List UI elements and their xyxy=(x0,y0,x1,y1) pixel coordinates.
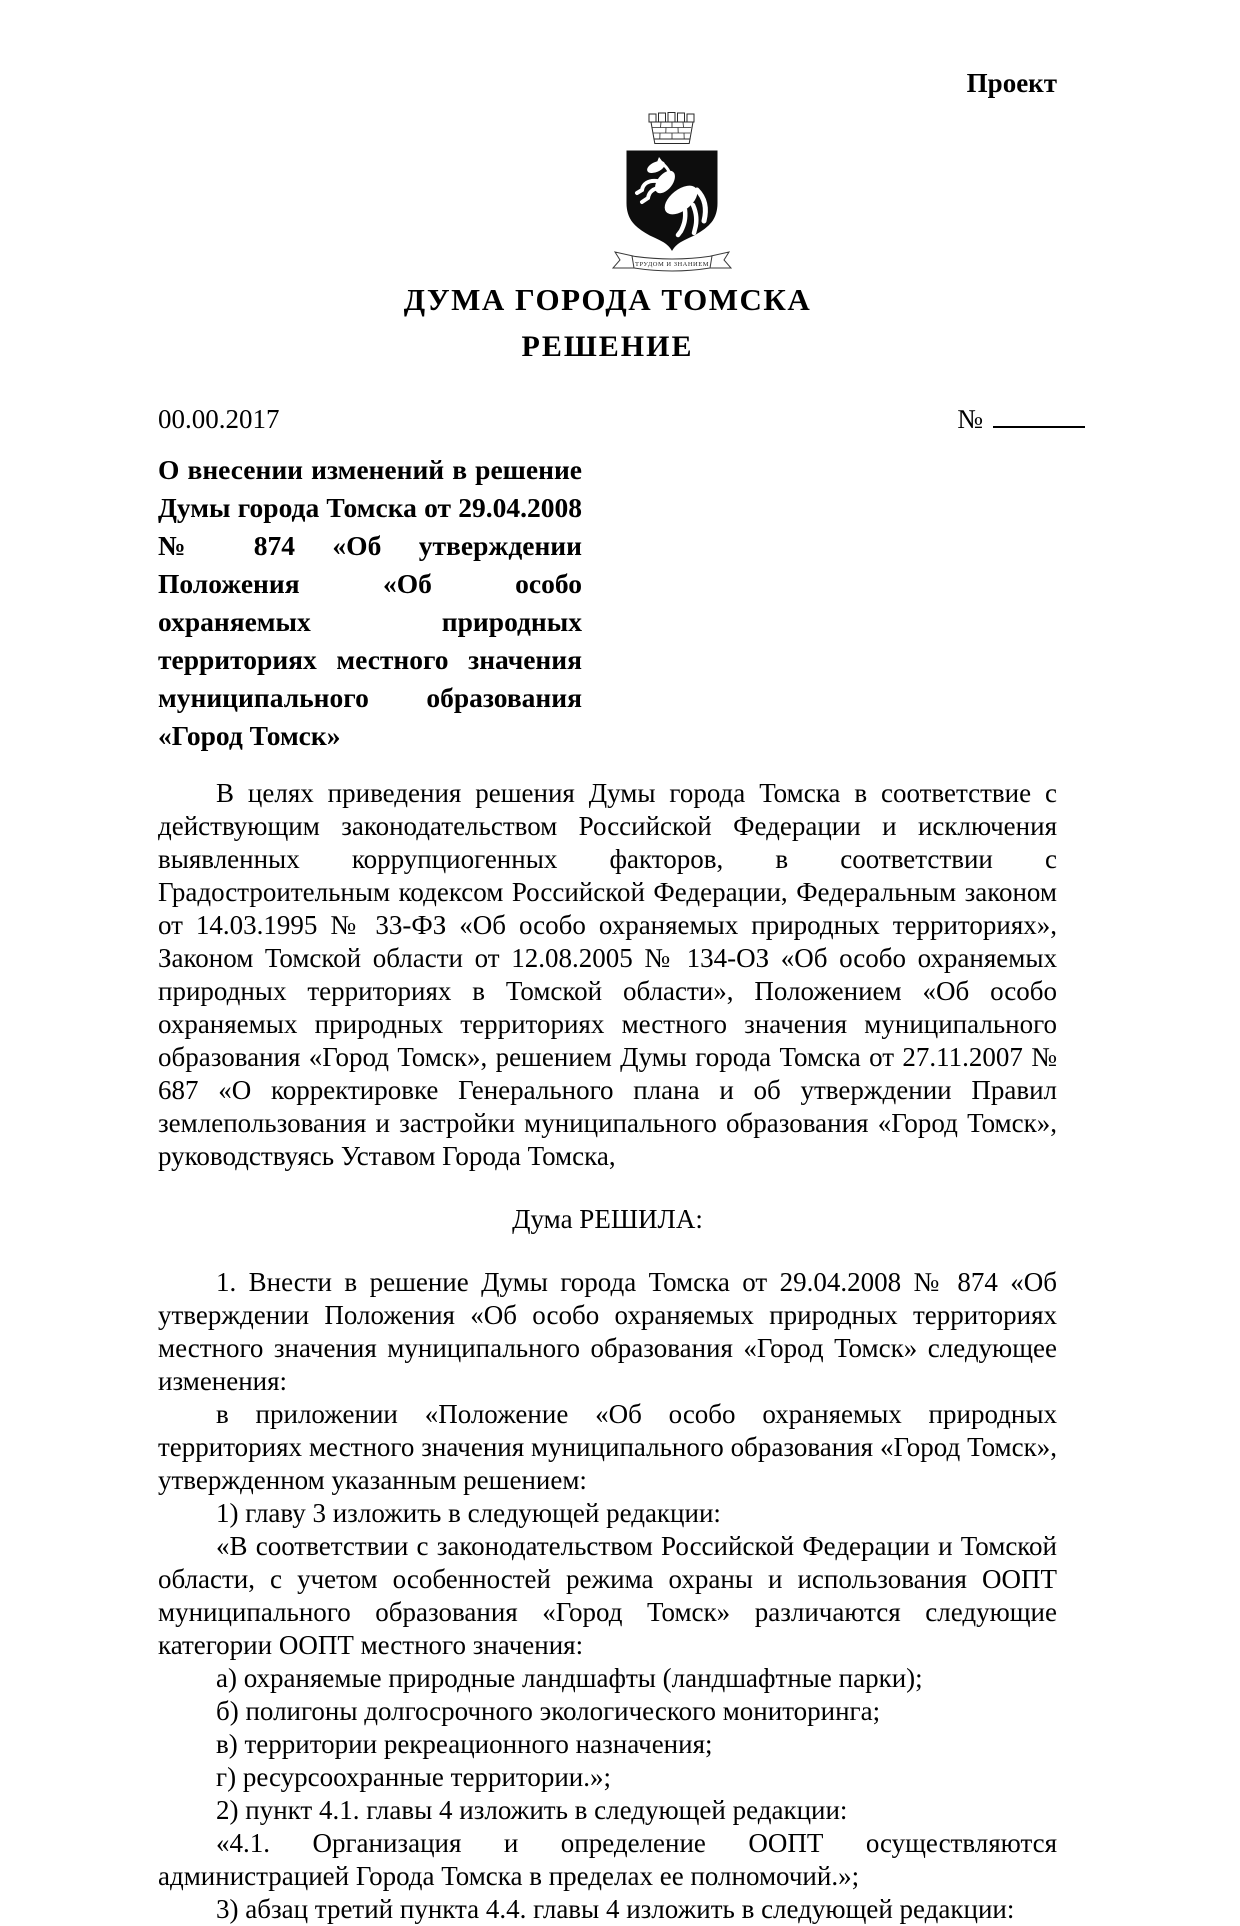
body-paragraph-4: «В соответствии с законодательством Российской Федерации и Томской области, с учетом особенностей режима охраны и использования ООПТ муниципального образования «Город Томск» различаются следующие категории ООПТ местного значения: xyxy=(158,1531,1057,1660)
body-paragraph-3: 1) главу 3 изложить в следующей редакции: xyxy=(216,1498,721,1528)
resolution-heading: Дума РЕШИЛА: xyxy=(512,1204,703,1234)
document-title: О внесении изменений в решение Думы города Томска от 29.04.2008 № 874 «Об утверждении Положения «Об особо охраняемых природных территориях местного значения муниципального образования «Город Томск» xyxy=(158,454,582,751)
document-number xyxy=(957,403,1085,436)
document-type-heading: РЕШЕНИЕ xyxy=(521,330,694,363)
preamble-paragraph: В целях приведения решения Думы города Томска в соответствие с действующим законодательством Российской Федерации и исключения выявленных коррупциогенных факторов, в соответствии с Градостроительным кодексом Российской Федерации, Федеральным законом от 14.03.1995 № 33-ФЗ «Об особо охраняемых природных территориях», Законом Томской области от 12.08.2005 № 134-ОЗ «Об особо охраняемых природных территориях в Томской области», Положением «Об особо охраняемых природных территориях местного значения муниципального образования «Город Томск», решением Думы города Томска от 27.11.2007 № 687 «О корректировке Генерального плана и об утверждении Правил землепользования и застройки муниципального образования «Город Томск», руководствуясь Уставом Города Томска, xyxy=(158,778,1057,1171)
body-list-item-g: г) ресурсоохранные территории.»; xyxy=(216,1762,611,1792)
document-date: 00.00.2017 xyxy=(158,404,280,434)
organization-name: ДУМА ГОРОДА ТОМСКА xyxy=(403,282,812,317)
body-paragraph-1: 1. Внести в решение Думы города Томска от 29.04.2008 № 874 «Об утверждении Положения «Об особо охраняемых природных территориях местного значения муниципального образования «Город Томск» следующее изменения: xyxy=(158,1267,1057,1396)
body-paragraph-5: 2) пункт 4.1. главы 4 изложить в следующей редакции: xyxy=(216,1795,848,1825)
coat-of-arms-icon xyxy=(597,111,747,275)
draft-label: Проект xyxy=(966,68,1057,98)
body-list-item-b: б) полигоны долгосрочного экологического мониторинга; xyxy=(216,1696,881,1726)
body-list-item-v: в) территории рекреационного назначения; xyxy=(216,1729,713,1759)
body-list-item-a: а) охраняемые природные ландшафты (ландшафтные парки); xyxy=(216,1663,923,1693)
body-paragraph-6: «4.1. Организация и определение ООПТ осуществляются администрацией Города Томска в пределах ее полномочий.»; xyxy=(158,1828,1057,1891)
number-blank-field xyxy=(993,426,1085,428)
motto-text: ТРУДОМ И ЗНАНИЕМ xyxy=(634,261,709,268)
crown-icon xyxy=(649,113,694,144)
body-paragraph-2: в приложении «Положение «Об особо охраняемых природных территориях местного значения муниципального образования «Город Томск», утвержденном указанным решением: xyxy=(158,1399,1057,1495)
number-sign: № xyxy=(957,404,983,434)
tomsk-coat-of-arms xyxy=(597,111,747,280)
body-paragraph-7: 3) абзац третий пункта 4.4. главы 4 изложить в следующей редакции: xyxy=(216,1894,1015,1924)
meta-row xyxy=(158,403,1057,436)
